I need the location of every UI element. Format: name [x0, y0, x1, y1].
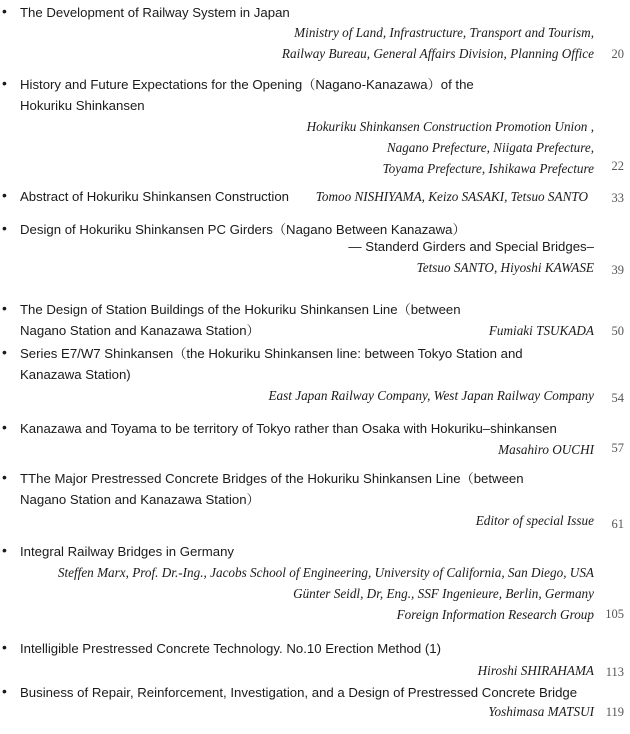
author-line: Masahiro OUCHI [498, 442, 594, 457]
author-line: Fumiaki TSUKADA [488, 323, 594, 338]
entry-authors [417, 257, 594, 278]
author-line: Tetsuo SANTO, Hiyoshi KAWASE [416, 260, 594, 275]
author-line: Nagano Prefecture, Niigata Prefecture, [386, 140, 594, 155]
entry-title: Hokuriku Shinkansen [20, 98, 145, 113]
page-number: 50 [611, 324, 624, 338]
entry-authors [488, 701, 594, 722]
entry-title: Kanazawa Station) [20, 367, 131, 382]
entry-title: TThe Major Prestressed Concrete Bridges of the Hokuriku Shinkansen Line（between [20, 471, 524, 486]
bullet-icon: • [2, 419, 7, 435]
bullet-icon: • [2, 469, 7, 485]
bullet-icon: • [2, 683, 7, 699]
entry-authors [316, 186, 588, 207]
bullet-icon: • [2, 300, 7, 316]
entry-authors [476, 510, 594, 531]
author-line: Toyama Prefecture, Ishikawa Prefecture [382, 161, 594, 176]
entry-title: The Development of Railway System in Japan [20, 5, 290, 20]
entry-title: Integral Railway Bridges in Germany [20, 544, 235, 559]
entry-authors [498, 439, 594, 460]
bullet-icon: • [2, 187, 7, 203]
entry-title: Nagano Station and Kanazawa Station） [20, 492, 260, 507]
page-number: 22 [611, 159, 624, 173]
entry-title: History and Future Expectations for the Opening（Nagano-Kanazawa）of the [20, 77, 474, 92]
page-number: 39 [611, 263, 624, 277]
bullet-icon: • [2, 542, 7, 558]
page-number: 20 [611, 47, 624, 61]
entry-title: Nagano Station and Kanazawa Station） [20, 323, 260, 338]
page-number: 105 [605, 607, 624, 621]
entry-title: Series E7/W7 Shinkansen（the Hokuriku Shinkansen line: between Tokyo Station and [20, 346, 523, 361]
author-line: Foreign Information Research Group [396, 607, 594, 622]
page-number: 57 [611, 441, 624, 455]
bullet-icon: • [2, 75, 7, 91]
entry-authors [478, 660, 594, 681]
page-number: 33 [611, 191, 624, 205]
bullet-icon: • [2, 344, 7, 360]
author-line: Hiroshi SHIRAHAMA [477, 663, 594, 678]
page-number: 119 [605, 705, 624, 719]
author-line: Ministry of Land, Infrastructure, Transport and Tourism, [294, 25, 594, 40]
page-number: 113 [605, 665, 624, 679]
entry-authors [489, 320, 594, 341]
page-number: 61 [611, 517, 624, 531]
author-line: Railway Bureau, General Affairs Division, Planning Office [281, 46, 594, 61]
author-line: Günter Seidl, Dr, Eng., SSF Ingenieure, Berlin, Germany [293, 586, 594, 601]
entry-authors [307, 116, 594, 179]
entry-title: Abstract of Hokuriku Shinkansen Construction [20, 189, 290, 204]
entry-authors [282, 22, 594, 64]
bullet-icon: • [2, 220, 7, 236]
entry-title: Business of Repair, Reinforcement, Investigation, and a Design of Prestressed Concrete Bridge [20, 685, 578, 700]
author-line: Tomoo NISHIYAMA, Keizo SASAKI, Tetsuo SANTO [315, 189, 588, 204]
author-line: Hokuriku Shinkansen Construction Promotion Union , [306, 119, 594, 134]
entry-subtitle: — Standerd Girders and Special Bridges– [348, 239, 594, 254]
page-number: 54 [611, 391, 624, 405]
author-line: Steffen Marx, Prof. Dr.-Ing., Jacobs School of Engineering, University of California, San Diego, USA [57, 565, 594, 580]
entry-authors [58, 562, 594, 625]
entry-title: The Design of Station Buildings of the Hokuriku Shinkansen Line（between [20, 302, 461, 317]
entry-title: Design of Hokuriku Shinkansen PC Girders（Nagano Between Kanazawa） [20, 222, 466, 237]
author-line: Editor of special Issue [475, 513, 594, 528]
entry-title: Intelligible Prestressed Concrete Technology. No.10 Erection Method (1) [20, 641, 441, 656]
author-line: Yoshimasa MATSUI [488, 704, 594, 719]
bullet-icon: • [2, 3, 7, 19]
author-line: East Japan Railway Company, West Japan Railway Company [268, 388, 594, 403]
entry-authors [268, 385, 594, 406]
bullet-icon: • [2, 639, 7, 655]
entry-title: Kanazawa and Toyama to be territory of Tokyo rather than Osaka with Hokuriku–shinkansen [20, 421, 557, 436]
